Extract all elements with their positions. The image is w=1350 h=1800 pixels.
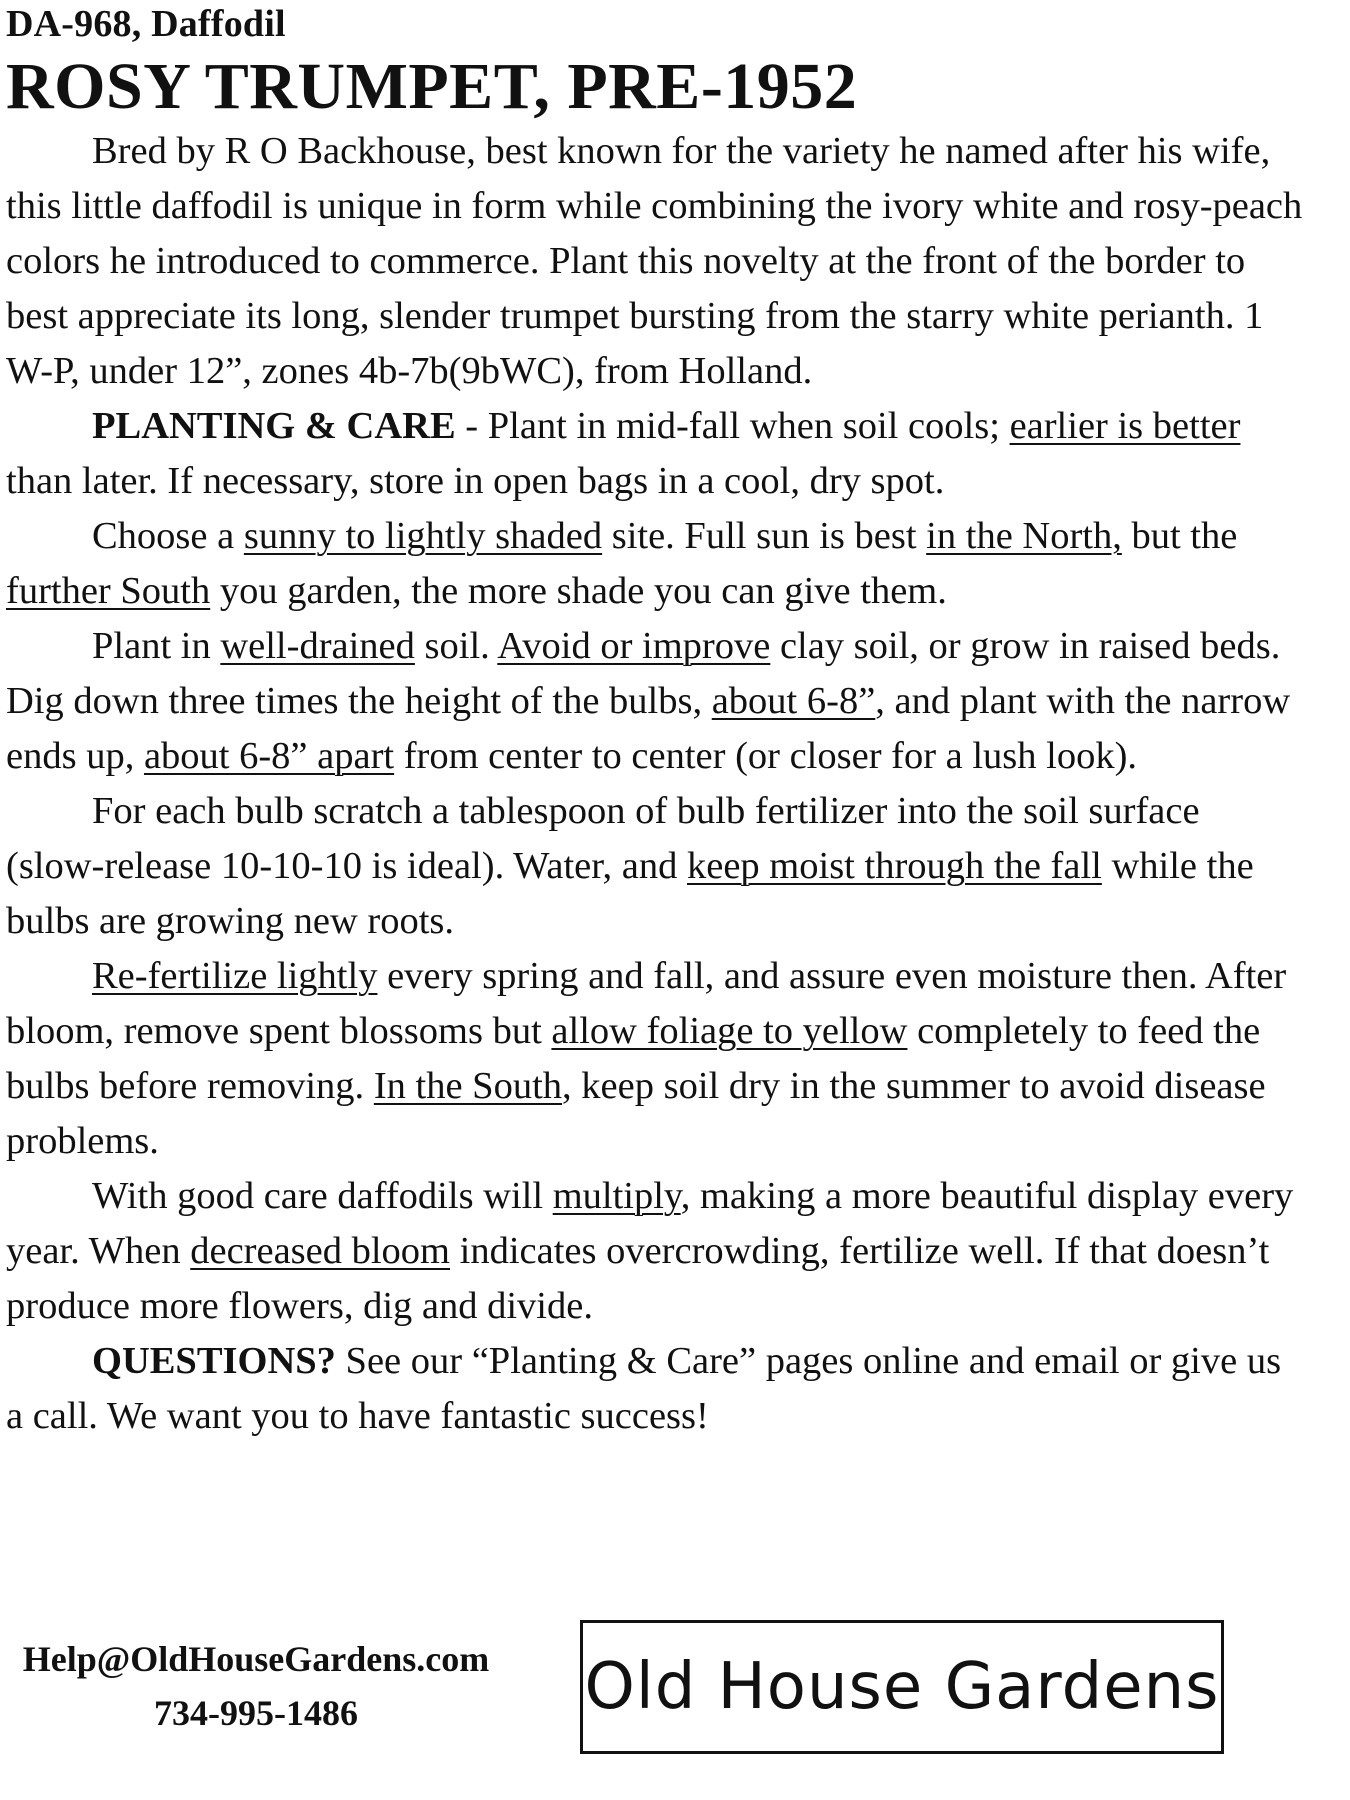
text-segment: completely to feed the bulbs before removing. (6, 1010, 1261, 1107)
planting-care-paragraph (6, 399, 1306, 509)
text-segment: clay soil, or grow in raised beds. Dig down three times the height of the bulbs, (6, 625, 1281, 722)
brand-logo-text: Old House Gardens (584, 1650, 1220, 1724)
underlined-text: further South (6, 570, 211, 612)
underlined-text: allow foliage to yellow (551, 1010, 908, 1052)
contact-phone[interactable]: 734-995-1486 (154, 1693, 358, 1733)
text-segment: soil. (414, 625, 498, 667)
fertilizer-paragraph (6, 784, 1306, 949)
contact-email[interactable]: Help@OldHouseGardens.com (22, 1639, 490, 1679)
product-code: DA-968, Daffodil (6, 3, 286, 45)
multiply-paragraph (6, 1169, 1306, 1334)
underlined-text: in the North, (926, 515, 1122, 557)
site-paragraph (6, 509, 1306, 619)
underlined-text: In the South (373, 1065, 563, 1107)
soil-paragraph (6, 619, 1306, 784)
text-segment: With good care daffodils will (92, 1175, 553, 1217)
info-sheet (6, 0, 1306, 1444)
text-segment: than later. If necessary, store in open bags in a cool, dry spot. (6, 460, 945, 502)
underlined-text: about 6-8” (711, 680, 876, 722)
text-segment: See our “Planting & Care” pages online and email or give us a call. We want you to have fantastic success! (6, 1340, 1282, 1437)
brand-logo (580, 1620, 1224, 1754)
text-segment: For each bulb scratch a tablespoon of bulb fertilizer into the soil surface (slow-release 10-10-10 is ideal). Water, and (6, 790, 1200, 887)
underlined-text: sunny to lightly shaded (243, 515, 603, 557)
text-segment: - Plant in mid-fall when soil cools; (455, 405, 1010, 447)
underlined-text: multiply (552, 1175, 681, 1217)
text-segment: indicates overcrowding, fertilize well. If that doesn’t produce more flowers, dig and divide. (6, 1230, 1270, 1327)
text-segment: from center to center (or closer for a lush look). (394, 735, 1138, 777)
description-text: Bred by R O Backhouse, best known for the variety he named after his wife, this little daffodil is unique in form while combining the ivory white and rosy-peach colors he introduced to commerce. Plant this novelty at the front of the border to best appreciate its long, slender trumpet bursting from the starry white perianth. 1 W-P, under 12”, zones 4b-7b(9bWC), from Holland. (6, 130, 1303, 392)
underlined-text: about 6-8” apart (143, 735, 395, 777)
description-paragraph (6, 124, 1306, 399)
underlined-text: well-drained (220, 625, 415, 667)
underlined-text: earlier is better (1009, 405, 1241, 447)
refertilize-paragraph (6, 949, 1306, 1169)
questions-paragraph (6, 1334, 1306, 1444)
body-text (6, 124, 1306, 1444)
underlined-text: Re-fertilize lightly (92, 955, 378, 997)
text-segment: Choose a (92, 515, 244, 557)
text-segment: you garden, the more shade you can give them. (210, 570, 947, 612)
text-segment: while the bulbs are growing new roots. (6, 845, 1254, 942)
text-segment: , and plant with the narrow ends up, (6, 680, 1291, 777)
text-segment: site. Full sun is best (602, 515, 927, 557)
underlined-text: decreased bloom (190, 1230, 450, 1272)
questions-heading: QUESTIONS? (92, 1340, 336, 1382)
page-title: ROSY TRUMPET, PRE-1952 (6, 50, 858, 123)
underlined-text: keep moist through the fall (687, 845, 1102, 887)
underlined-text: Avoid or improve (497, 625, 771, 667)
contact-block (6, 1632, 506, 1740)
text-segment: , making a more beautiful display every year. When (6, 1175, 1294, 1272)
text-segment: but the (1121, 515, 1238, 557)
text-segment: Plant in (92, 625, 221, 667)
text-segment: , keep soil dry in the summer to avoid disease problems. (6, 1065, 1266, 1162)
planting-care-heading: PLANTING & CARE (92, 405, 456, 447)
text-segment: every spring and fall, and assure even moisture then. After bloom, remove spent blossoms but (6, 955, 1287, 1052)
